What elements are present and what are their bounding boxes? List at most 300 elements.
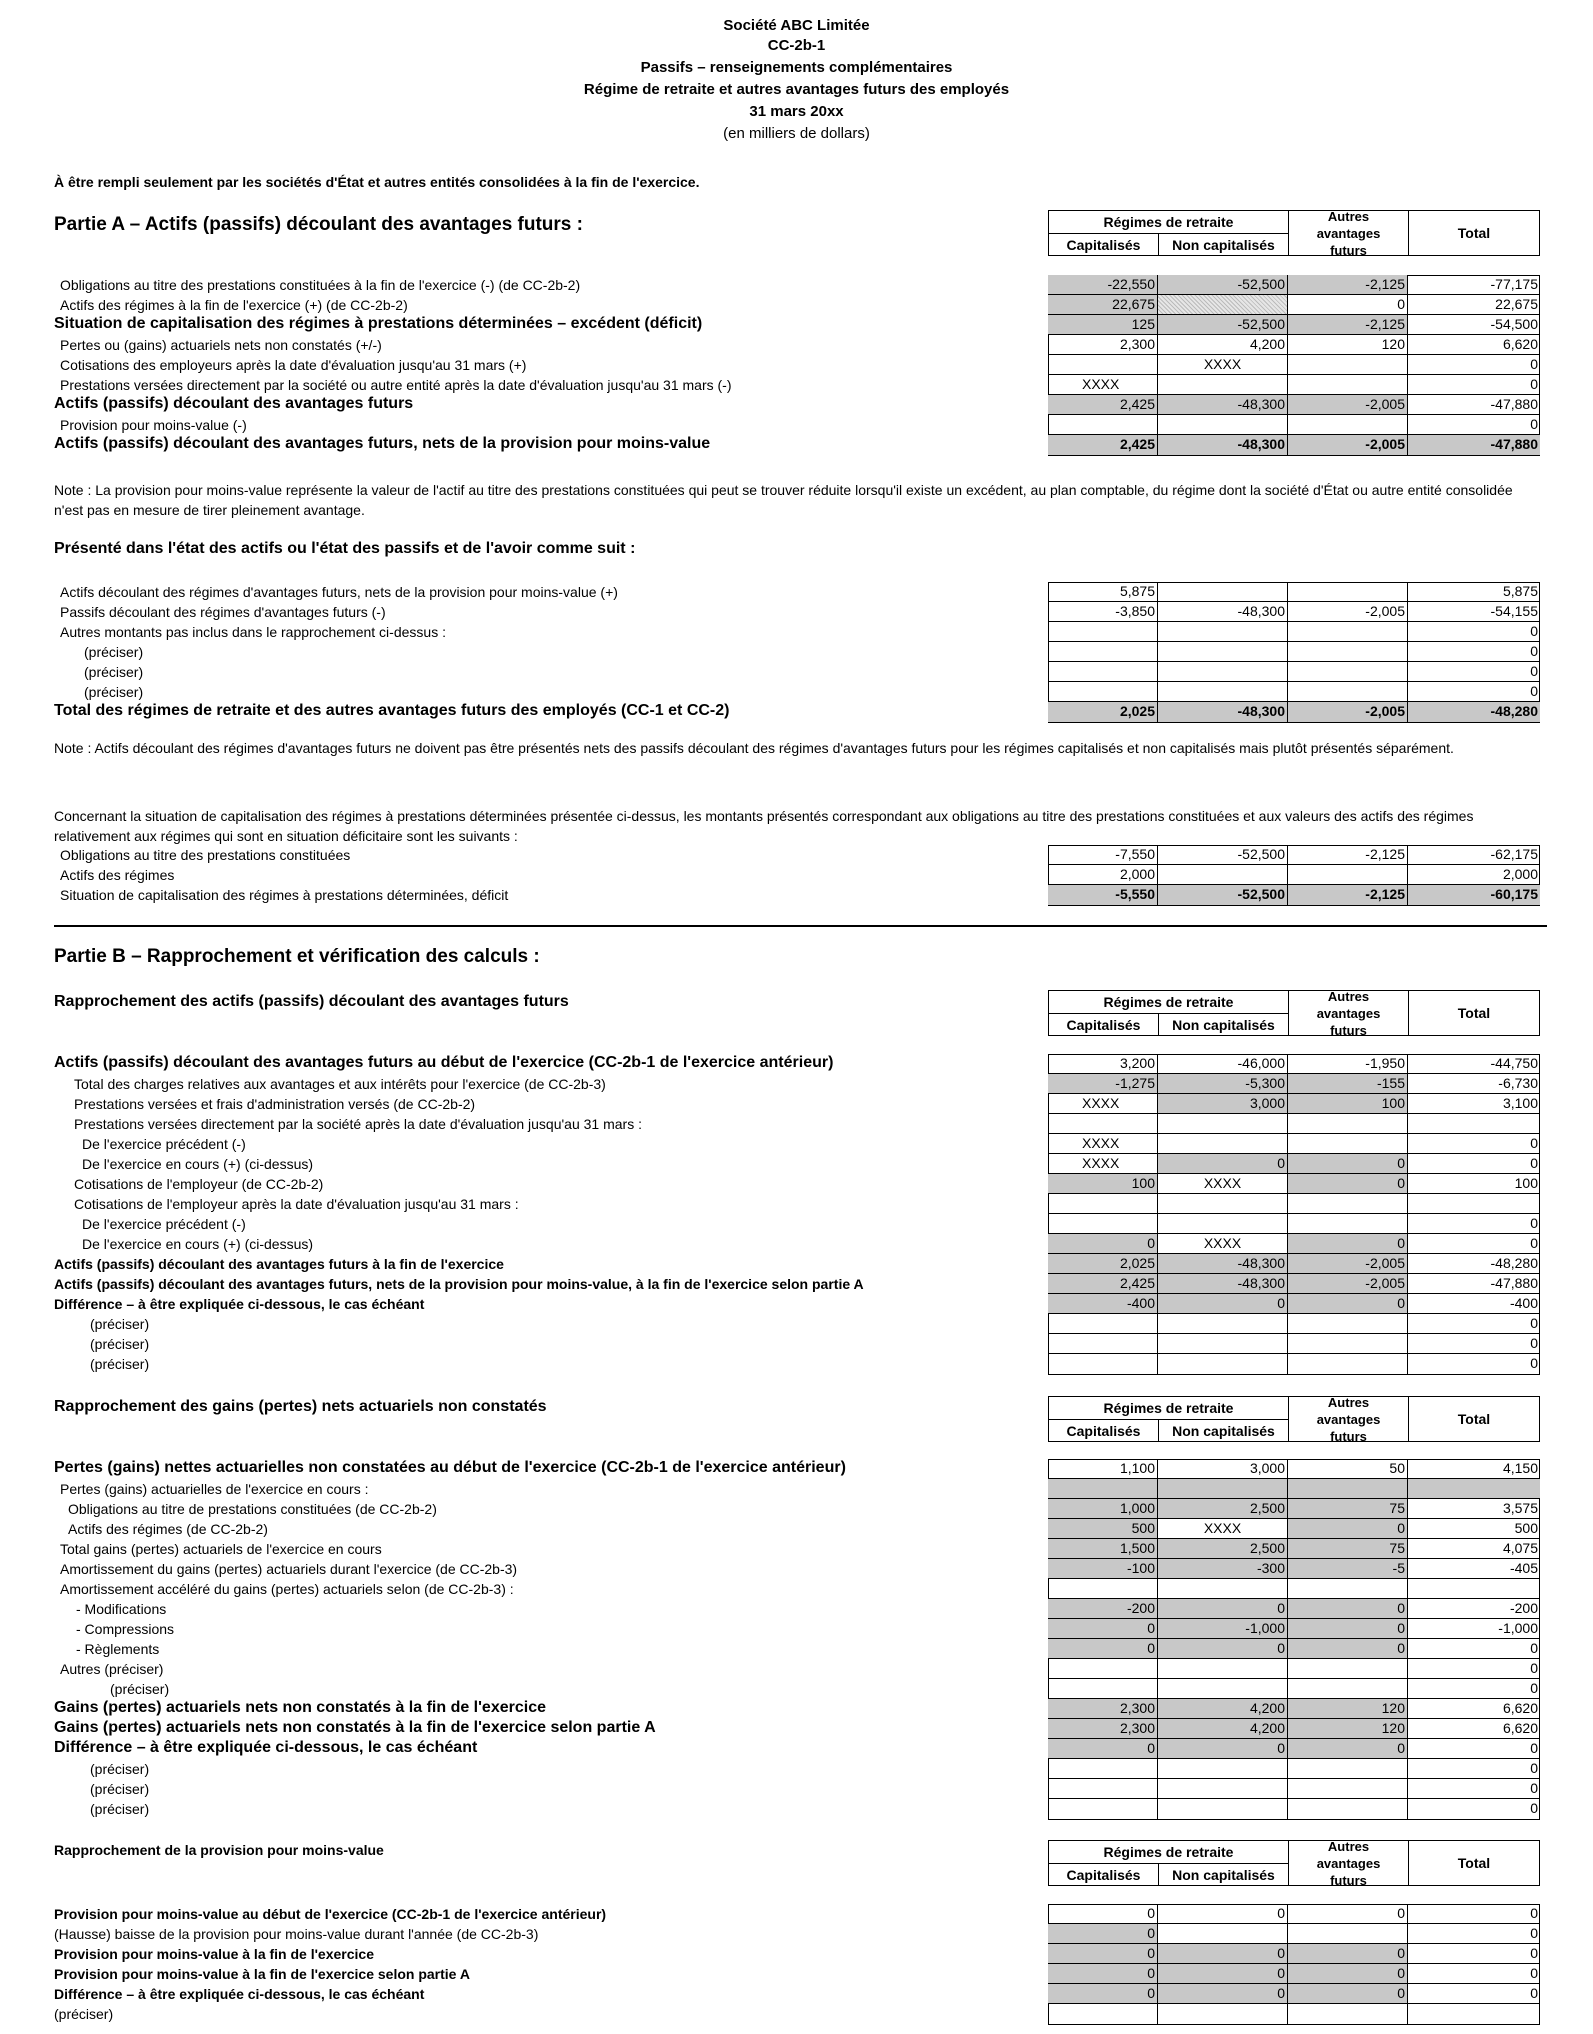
deficit-cell-3[interactable]: -2,125 [1288, 845, 1408, 865]
recon1-row-label: Actifs (passifs) découlant des avantages futurs, nets de la provision pour moins-value, à la fin de l'exercice selon partie A [54, 1276, 864, 1292]
recon2-cell-4[interactable]: 0 [1408, 1639, 1540, 1659]
recon2-column-header [1048, 1396, 1540, 1442]
presented-cell-3[interactable] [1288, 662, 1408, 682]
recon1-cell-3[interactable] [1288, 1114, 1408, 1134]
part-a-cell-4[interactable]: 0 [1408, 415, 1540, 435]
recon1-cell-3[interactable]: 0 [1288, 1154, 1408, 1174]
part-a-title: Partie A – Actifs (passifs) découlant des avantages futurs : [54, 214, 583, 235]
header-non-capitalises: Non capitalisés [1159, 234, 1289, 256]
deficit-cell-2[interactable]: -52,500 [1158, 885, 1288, 905]
part-a-cell-4[interactable]: 0 [1408, 355, 1540, 375]
recon1-cell-3[interactable]: 0 [1288, 1294, 1408, 1314]
recon2-cell-1[interactable] [1048, 1759, 1158, 1779]
recon1-cell-1[interactable] [1048, 1194, 1158, 1214]
recon3-row-label: Provision pour moins-value à la fin de l'exercice [54, 1946, 374, 1962]
recon2-cell-3[interactable]: 75 [1288, 1539, 1408, 1559]
part-a-cell-4[interactable]: 0 [1408, 375, 1540, 395]
recon2-row-label: Total gains (pertes) actuariels de l'exercice en cours [60, 1541, 382, 1557]
recon2-row-label: (préciser) [90, 1761, 150, 1777]
part-a-cell-2[interactable]: -52,500 [1158, 315, 1288, 335]
recon1-cell-4[interactable]: 0 [1408, 1134, 1540, 1154]
recon1-cell-2[interactable]: XXXX [1158, 1234, 1288, 1254]
recon1-cell-1[interactable]: 0 [1048, 1234, 1158, 1254]
recon2-cell-3[interactable]: 120 [1288, 1719, 1408, 1739]
recon1-cell-3[interactable]: -2,005 [1288, 1254, 1408, 1274]
recon2-row-label: Actifs des régimes (de CC-2b-2) [68, 1521, 268, 1537]
deficit-cell-1[interactable]: -7,550 [1048, 845, 1158, 865]
part-a-cell-1[interactable]: XXXX [1048, 375, 1158, 395]
recon2-cell-2[interactable]: 4,200 [1158, 1699, 1288, 1719]
presented-cell-4[interactable]: 0 [1408, 642, 1540, 662]
header-group: Régimes de retraite [1049, 991, 1289, 1014]
recon3-cell-2[interactable] [1158, 1924, 1288, 1944]
recon2-cell-1[interactable] [1048, 1799, 1158, 1819]
recon1-cell-2[interactable]: 3,000 [1158, 1094, 1288, 1114]
recon1-cell-3[interactable] [1288, 1314, 1408, 1334]
part-a-row-label: Actifs (passifs) découlant des avantages futurs [54, 395, 414, 412]
recon1-cell-1[interactable]: XXXX [1048, 1154, 1158, 1174]
recon2-cell-3[interactable]: 0 [1288, 1739, 1408, 1759]
presented-cell-4[interactable]: -54,155 [1408, 602, 1540, 622]
recon1-cell-2[interactable] [1158, 1354, 1288, 1374]
recon1-cell-3[interactable]: 100 [1288, 1094, 1408, 1114]
part-a-cell-1[interactable]: 2,300 [1048, 335, 1158, 355]
recon1-row-label: (préciser) [90, 1336, 150, 1352]
recon2-cell-4[interactable]: 0 [1408, 1759, 1540, 1779]
part-a-cell-2[interactable]: -48,300 [1158, 435, 1288, 455]
presented-cell-4[interactable]: 0 [1408, 662, 1540, 682]
recon2-cell-1[interactable]: 0 [1048, 1619, 1158, 1639]
recon2-cell-2[interactable] [1158, 1479, 1288, 1499]
recon2-cell-1[interactable] [1048, 1659, 1158, 1679]
presented-grid [1048, 582, 1540, 723]
recon1-cell-4[interactable]: -6,730 [1408, 1074, 1540, 1094]
form-code: CC-2b-1 [767, 37, 826, 54]
recon2-cell-2[interactable] [1158, 1679, 1288, 1699]
presented-cell-1[interactable] [1048, 682, 1158, 702]
recon1-cell-4[interactable]: 0 [1408, 1314, 1540, 1334]
recon2-cell-3[interactable]: 0 [1288, 1619, 1408, 1639]
recon2-row-label: Amortissement accéléré du gains (pertes) actuariels selon (de CC-2b-3) : [60, 1581, 514, 1597]
recon2-cell-1[interactable] [1048, 1479, 1158, 1499]
recon1-cell-3[interactable] [1288, 1354, 1408, 1374]
header-autres: Autres avantages futurs [1289, 1397, 1409, 1442]
part-a-cell-1[interactable]: 22,675 [1048, 295, 1158, 315]
deficit-cell-2[interactable]: -52,500 [1158, 845, 1288, 865]
recon2-cell-1[interactable]: 0 [1048, 1639, 1158, 1659]
header-total: Total [1457, 1005, 1491, 1021]
recon1-cell-3[interactable]: 0 [1288, 1174, 1408, 1194]
recon1-cell-4[interactable] [1408, 1194, 1540, 1214]
recon2-cell-3[interactable]: 75 [1288, 1499, 1408, 1519]
recon1-row-label: De l'exercice en cours (+) (ci-dessus) [82, 1236, 314, 1252]
recon1-cell-2[interactable] [1158, 1334, 1288, 1354]
header-non-capitalises: Non capitalisés [1159, 1420, 1289, 1442]
recon3-cell-3[interactable]: 0 [1288, 1904, 1408, 1924]
recon3-cell-4[interactable] [1408, 2004, 1540, 2024]
recon2-cell-3[interactable]: 50 [1288, 1459, 1408, 1479]
recon3-cell-1[interactable]: 0 [1048, 1904, 1158, 1924]
recon2-cell-3[interactable]: 0 [1288, 1519, 1408, 1539]
recon2-cell-1[interactable]: -100 [1048, 1559, 1158, 1579]
recon1-cell-4[interactable]: 0 [1408, 1154, 1540, 1174]
recon1-cell-4[interactable] [1408, 1114, 1540, 1134]
recon2-cell-1[interactable]: 2,300 [1048, 1719, 1158, 1739]
part-a-cell-3[interactable]: -2,125 [1288, 315, 1408, 335]
presented-cell-2[interactable] [1158, 582, 1288, 602]
recon2-cell-4[interactable]: 6,620 [1408, 1719, 1540, 1739]
recon1-cell-3[interactable] [1288, 1214, 1408, 1234]
recon1-cell-1[interactable] [1048, 1214, 1158, 1234]
deficit-cell-4[interactable]: -60,175 [1408, 885, 1540, 905]
recon1-cell-4[interactable]: 0 [1408, 1234, 1540, 1254]
recon3-row-label: (Hausse) baisse de la provision pour moins-value durant l'année (de CC-2b-3) [54, 1926, 539, 1942]
recon1-cell-4[interactable]: 100 [1408, 1174, 1540, 1194]
recon1-cell-3[interactable]: -2,005 [1288, 1274, 1408, 1294]
recon1-cell-2[interactable]: -48,300 [1158, 1274, 1288, 1294]
recon1-title: Rapprochement des actifs (passifs) découlant des avantages futurs [54, 993, 569, 1010]
recon1-cell-4[interactable]: 0 [1408, 1214, 1540, 1234]
recon2-cell-2[interactable] [1158, 1779, 1288, 1799]
recon1-cell-2[interactable] [1158, 1194, 1288, 1214]
recon2-row-label: Obligations au titre de prestations constituées (de CC-2b-2) [68, 1501, 437, 1517]
presented-cell-2[interactable] [1158, 622, 1288, 642]
recon3-cell-1[interactable]: 0 [1048, 1984, 1158, 2004]
header-non-capitalises: Non capitalisés [1159, 1014, 1289, 1036]
deficit-cell-1[interactable]: -5,550 [1048, 885, 1158, 905]
recon2-cell-3[interactable] [1288, 1799, 1408, 1819]
recon1-cell-2[interactable]: -48,300 [1158, 1254, 1288, 1274]
recon1-cell-2[interactable] [1158, 1214, 1288, 1234]
header-group: Régimes de retraite [1049, 1841, 1289, 1864]
recon3-cell-4[interactable]: 0 [1408, 1984, 1540, 2004]
recon2-cell-2[interactable]: XXXX [1158, 1519, 1288, 1539]
part-a-cell-1[interactable]: -22,550 [1048, 275, 1158, 295]
recon3-cell-2[interactable]: 0 [1158, 1964, 1288, 1984]
recon2-cell-2[interactable]: 3,000 [1158, 1459, 1288, 1479]
recon2-cell-4[interactable]: 500 [1408, 1519, 1540, 1539]
recon2-cell-4[interactable] [1408, 1479, 1540, 1499]
recon2-cell-2[interactable]: 4,200 [1158, 1719, 1288, 1739]
recon1-cell-2[interactable]: 0 [1158, 1154, 1288, 1174]
instruction-text: À être rempli seulement par les sociétés d'État et autres entités consolidées à la fin de l'exercice. [54, 174, 700, 190]
part-a-cell-2[interactable]: 4,200 [1158, 335, 1288, 355]
recon3-cell-1[interactable]: 0 [1048, 1924, 1158, 1944]
recon1-cell-1[interactable] [1048, 1334, 1158, 1354]
recon3-cell-1[interactable]: 0 [1048, 1944, 1158, 1964]
recon2-cell-3[interactable]: -5 [1288, 1559, 1408, 1579]
part-a-row-label: Actifs (passifs) découlant des avantages futurs, nets de la provision pour moins-value [54, 435, 711, 452]
recon1-cell-2[interactable] [1158, 1134, 1288, 1154]
presented-cell-4[interactable]: 0 [1408, 682, 1540, 702]
recon1-cell-4[interactable]: -48,280 [1408, 1254, 1540, 1274]
recon1-cell-2[interactable]: -5,300 [1158, 1074, 1288, 1094]
recon3-cell-4[interactable]: 0 [1408, 1944, 1540, 1964]
part-a-cell-2[interactable]: -48,300 [1158, 395, 1288, 415]
recon2-cell-2[interactable]: 2,500 [1158, 1539, 1288, 1559]
recon2-cell-1[interactable] [1048, 1679, 1158, 1699]
part-a-cell-1[interactable]: 125 [1048, 315, 1158, 335]
recon3-cell-3[interactable]: 0 [1288, 1984, 1408, 2004]
deficit-cell-3[interactable]: -2,125 [1288, 885, 1408, 905]
recon2-cell-1[interactable]: 0 [1048, 1739, 1158, 1759]
recon2-cell-4[interactable]: 4,150 [1408, 1459, 1540, 1479]
recon3-cell-2[interactable]: 0 [1158, 1944, 1288, 1964]
presented-row-label: (préciser) [84, 644, 144, 660]
recon2-cell-3[interactable] [1288, 1659, 1408, 1679]
part-a-cell-2[interactable] [1158, 375, 1288, 395]
recon2-row-label: Amortissement du gains (pertes) actuariels durant l'exercice (de CC-2b-3) [60, 1561, 518, 1577]
deficit-cell-2[interactable] [1158, 865, 1288, 885]
recon1-cell-1[interactable]: 3,200 [1048, 1054, 1158, 1074]
recon1-row-label: Différence – à être expliquée ci-dessous, le cas échéant [54, 1296, 425, 1312]
part-a-cell-3[interactable]: -2,005 [1288, 395, 1408, 415]
recon1-cell-4[interactable]: -47,880 [1408, 1274, 1540, 1294]
recon2-cell-2[interactable] [1158, 1579, 1288, 1599]
part-a-cell-4[interactable]: -47,880 [1408, 395, 1540, 415]
section-divider [54, 925, 1547, 927]
presented-cell-1[interactable] [1048, 622, 1158, 642]
header-autres: Autres avantages futurs [1289, 1841, 1409, 1886]
recon3-cell-2[interactable]: 0 [1158, 1904, 1288, 1924]
deficit-cell-1[interactable]: 2,000 [1048, 865, 1158, 885]
recon2-cell-4[interactable]: 0 [1408, 1779, 1540, 1799]
recon1-cell-3[interactable]: -1,950 [1288, 1054, 1408, 1074]
presented-cell-3[interactable] [1288, 642, 1408, 662]
presented-cell-4[interactable]: -48,280 [1408, 702, 1540, 722]
recon1-cell-3[interactable] [1288, 1134, 1408, 1154]
header-capitalises: Capitalisés [1049, 1864, 1159, 1886]
recon2-cell-2[interactable]: -300 [1158, 1559, 1288, 1579]
part-a-cell-1[interactable]: 2,425 [1048, 435, 1158, 455]
recon1-row-label: Cotisations de l'employeur (de CC-2b-2) [74, 1176, 324, 1192]
recon1-cell-1[interactable] [1048, 1114, 1158, 1134]
recon3-cell-3[interactable]: 0 [1288, 1964, 1408, 1984]
deficit-grid [1048, 845, 1540, 906]
recon2-cell-2[interactable]: 0 [1158, 1639, 1288, 1659]
recon3-cell-3[interactable] [1288, 2004, 1408, 2024]
header-total: Total [1457, 1411, 1491, 1427]
presented-cell-2[interactable] [1158, 682, 1288, 702]
recon2-row-label: Pertes (gains) nettes actuarielles non constatées au début de l'exercice (CC-2b-1 de l'exercice antérieur) [54, 1459, 846, 1476]
part-a-column-header [1048, 210, 1540, 256]
part-a-cell-4[interactable]: -77,175 [1408, 275, 1540, 295]
recon3-cell-4[interactable]: 0 [1408, 1904, 1540, 1924]
recon2-cell-4[interactable]: 0 [1408, 1679, 1540, 1699]
presented-cell-3[interactable]: -2,005 [1288, 702, 1408, 722]
presented-cell-4[interactable]: 5,875 [1408, 582, 1540, 602]
presented-cell-3[interactable] [1288, 582, 1408, 602]
deficit-cell-4[interactable]: 2,000 [1408, 865, 1540, 885]
recon1-cell-2[interactable]: -46,000 [1158, 1054, 1288, 1074]
header-total: Total [1457, 225, 1491, 241]
presented-cell-2[interactable]: -48,300 [1158, 702, 1288, 722]
recon1-cell-1[interactable]: -400 [1048, 1294, 1158, 1314]
part-a-cell-1[interactable] [1048, 355, 1158, 375]
part-a-cell-3[interactable] [1288, 355, 1408, 375]
recon2-cell-3[interactable]: 0 [1288, 1639, 1408, 1659]
presented-cell-1[interactable] [1048, 662, 1158, 682]
recon2-cell-1[interactable]: 2,300 [1048, 1699, 1158, 1719]
recon1-cell-1[interactable]: 2,425 [1048, 1274, 1158, 1294]
recon3-grid [1048, 1904, 1540, 2025]
company-name: Société ABC Limitée [723, 17, 870, 34]
recon2-cell-3[interactable] [1288, 1679, 1408, 1699]
recon1-cell-1[interactable]: -1,275 [1048, 1074, 1158, 1094]
recon1-column-header [1048, 990, 1540, 1036]
recon1-cell-4[interactable]: 3,100 [1408, 1094, 1540, 1114]
recon2-cell-4[interactable]: 0 [1408, 1739, 1540, 1759]
part-a-row-label: Situation de capitalisation des régimes à prestations déterminées – excédent (déficit) [54, 315, 703, 332]
presented-cell-1[interactable]: 2,025 [1048, 702, 1158, 722]
header-group: Régimes de retraite [1049, 211, 1289, 234]
recon2-cell-3[interactable] [1288, 1779, 1408, 1799]
presented-cell-1[interactable] [1048, 642, 1158, 662]
recon2-cell-1[interactable] [1048, 1779, 1158, 1799]
recon1-cell-1[interactable]: 2,025 [1048, 1254, 1158, 1274]
recon1-row-label: De l'exercice précédent (-) [82, 1136, 246, 1152]
recon1-cell-3[interactable]: -155 [1288, 1074, 1408, 1094]
recon2-cell-3[interactable]: 0 [1288, 1599, 1408, 1619]
recon1-row-label: (préciser) [90, 1356, 150, 1372]
part-a-cell-4[interactable]: 6,620 [1408, 335, 1540, 355]
recon2-cell-4[interactable]: 3,575 [1408, 1499, 1540, 1519]
recon2-cell-4[interactable]: 4,075 [1408, 1539, 1540, 1559]
recon2-cell-1[interactable]: 1,100 [1048, 1459, 1158, 1479]
recon2-cell-2[interactable]: 2,500 [1158, 1499, 1288, 1519]
part-a-grid [1048, 275, 1540, 456]
recon1-cell-4[interactable]: -44,750 [1408, 1054, 1540, 1074]
header-autres: Autres avantages futurs [1289, 211, 1409, 256]
form-title: Passifs – renseignements complémentaires [640, 59, 953, 76]
recon2-cell-2[interactable] [1158, 1659, 1288, 1679]
recon1-cell-4[interactable]: -400 [1408, 1294, 1540, 1314]
recon3-cell-4[interactable]: 0 [1408, 1964, 1540, 1984]
recon2-row-label: Gains (pertes) actuariels nets non constatés à la fin de l'exercice [54, 1699, 546, 1716]
recon2-cell-4[interactable]: -405 [1408, 1559, 1540, 1579]
deficit-row-label: Obligations au titre des prestations constituées [60, 847, 351, 863]
part-a-cell-4[interactable]: -47,880 [1408, 435, 1540, 455]
recon1-row-label: De l'exercice précédent (-) [82, 1216, 246, 1232]
recon3-cell-1[interactable] [1048, 2004, 1158, 2024]
recon2-cell-3[interactable] [1288, 1479, 1408, 1499]
presented-cell-2[interactable]: -48,300 [1158, 602, 1288, 622]
recon2-cell-3[interactable]: 120 [1288, 1699, 1408, 1719]
recon3-cell-3[interactable]: 0 [1288, 1944, 1408, 1964]
recon2-row-label: (préciser) [110, 1681, 170, 1697]
recon2-cell-1[interactable]: 1,500 [1048, 1539, 1158, 1559]
presented-cell-1[interactable]: -3,850 [1048, 602, 1158, 622]
recon3-cell-4[interactable]: 0 [1408, 1924, 1540, 1944]
part-a-cell-2[interactable] [1158, 415, 1288, 435]
recon2-cell-2[interactable] [1158, 1759, 1288, 1779]
part-a-cell-3[interactable]: 120 [1288, 335, 1408, 355]
recon2-cell-4[interactable]: -200 [1408, 1599, 1540, 1619]
header-non-capitalises: Non capitalisés [1159, 1864, 1289, 1886]
presented-title: Présenté dans l'état des actifs ou l'état des passifs et de l'avoir comme suit : [54, 540, 636, 557]
recon2-row-label: Autres (préciser) [60, 1661, 164, 1677]
recon2-cell-2[interactable] [1158, 1799, 1288, 1819]
part-a-cell-3[interactable] [1288, 415, 1408, 435]
presented-cell-3[interactable]: -2,005 [1288, 602, 1408, 622]
recon1-row-label: Actifs (passifs) découlant des avantages futurs à la fin de l'exercice [54, 1256, 504, 1272]
recon2-cell-3[interactable] [1288, 1579, 1408, 1599]
recon1-row-label: De l'exercice en cours (+) (ci-dessus) [82, 1156, 314, 1172]
recon2-cell-4[interactable]: 0 [1408, 1659, 1540, 1679]
header-total: Total [1457, 1855, 1491, 1871]
recon2-cell-4[interactable]: 6,620 [1408, 1699, 1540, 1719]
part-a-row-label: Obligations au titre des prestations constituées à la fin de l'exercice (-) (de CC-2b-2) [60, 277, 581, 293]
recon2-cell-4[interactable] [1408, 1579, 1540, 1599]
recon2-cell-1[interactable]: 1,000 [1048, 1499, 1158, 1519]
recon2-cell-3[interactable] [1288, 1759, 1408, 1779]
recon2-cell-1[interactable]: -200 [1048, 1599, 1158, 1619]
recon2-cell-4[interactable]: -1,000 [1408, 1619, 1540, 1639]
part-a-cell-4[interactable]: -54,500 [1408, 315, 1540, 335]
recon1-cell-2[interactable]: 0 [1158, 1294, 1288, 1314]
recon1-cell-3[interactable]: 0 [1288, 1234, 1408, 1254]
recon1-cell-3[interactable] [1288, 1194, 1408, 1214]
recon2-cell-2[interactable]: 0 [1158, 1599, 1288, 1619]
presented-cell-3[interactable] [1288, 682, 1408, 702]
part-a-cell-2[interactable] [1158, 295, 1288, 315]
recon1-cell-2[interactable]: XXXX [1158, 1174, 1288, 1194]
recon3-title: Rapprochement de la provision pour moins-value [54, 1842, 384, 1858]
recon3-cell-3[interactable] [1288, 1924, 1408, 1944]
recon1-cell-1[interactable] [1048, 1314, 1158, 1334]
part-a-cell-1[interactable] [1048, 415, 1158, 435]
deficit-cell-4[interactable]: -62,175 [1408, 845, 1540, 865]
recon1-row-label: (préciser) [90, 1316, 150, 1332]
recon1-cell-2[interactable] [1158, 1114, 1288, 1134]
presented-cell-1[interactable]: 5,875 [1048, 582, 1158, 602]
part-a-cell-2[interactable]: -52,500 [1158, 275, 1288, 295]
recon1-cell-4[interactable]: 0 [1408, 1334, 1540, 1354]
recon2-row-label: Gains (pertes) actuariels nets non constatés à la fin de l'exercice selon partie A [54, 1719, 656, 1736]
deficit-cell-3[interactable] [1288, 865, 1408, 885]
recon3-cell-1[interactable]: 0 [1048, 1964, 1158, 1984]
recon3-row-label: (préciser) [54, 2006, 114, 2022]
recon1-cell-1[interactable]: XXXX [1048, 1134, 1158, 1154]
recon1-cell-1[interactable]: 100 [1048, 1174, 1158, 1194]
recon1-row-label: Total des charges relatives aux avantages et aux intérêts pour l'exercice (de CC-2b-3) [74, 1076, 606, 1092]
recon1-cell-3[interactable] [1288, 1334, 1408, 1354]
recon2-cell-4[interactable]: 0 [1530, 1800, 1538, 1816]
recon1-cell-2[interactable] [1158, 1314, 1288, 1334]
recon1-cell-1[interactable] [1048, 1354, 1158, 1374]
recon2-cell-2[interactable]: -1,000 [1158, 1619, 1288, 1639]
recon1-cell-4[interactable]: 0 [1530, 1355, 1538, 1371]
recon3-cell-2[interactable]: 0 [1158, 1984, 1288, 2004]
part-a-cell-4[interactable]: 22,675 [1408, 295, 1540, 315]
part-a-cell-3[interactable] [1288, 375, 1408, 395]
presented-cell-2[interactable] [1158, 662, 1288, 682]
presented-cell-2[interactable] [1158, 642, 1288, 662]
presented-cell-4[interactable]: 0 [1408, 622, 1540, 642]
recon2-grid [1048, 1459, 1540, 1820]
part-a-cell-3[interactable]: -2,125 [1288, 275, 1408, 295]
recon3-cell-2[interactable] [1158, 2004, 1288, 2024]
part-a-cell-3[interactable]: -2,005 [1288, 435, 1408, 455]
presented-cell-3[interactable] [1288, 622, 1408, 642]
part-a-cell-2[interactable]: XXXX [1158, 355, 1288, 375]
part-a-cell-3[interactable]: 0 [1288, 295, 1408, 315]
recon2-cell-2[interactable]: 0 [1158, 1739, 1288, 1759]
part-a-cell-1[interactable]: 2,425 [1048, 395, 1158, 415]
recon2-cell-1[interactable] [1048, 1579, 1158, 1599]
recon1-cell-1[interactable]: XXXX [1048, 1094, 1158, 1114]
recon2-cell-1[interactable]: 500 [1048, 1519, 1158, 1539]
